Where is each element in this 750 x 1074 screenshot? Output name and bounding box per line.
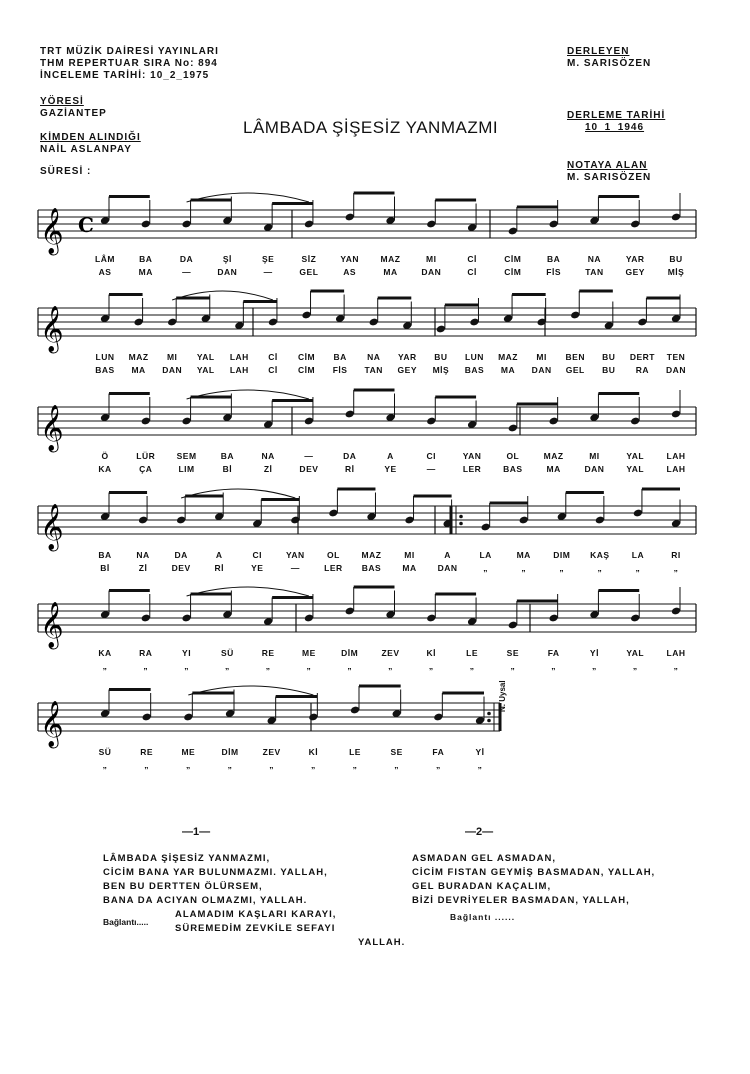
lyric-syllable-2: „ — [521, 563, 527, 573]
lyric-syllable: RE — [140, 747, 154, 757]
lyric-syllable-2: Cİ — [268, 365, 278, 375]
lyric-syllable-2: Rİ — [344, 464, 355, 474]
region: GAZİANTEP — [40, 108, 107, 119]
verse-1-line-2: CİCİM BANA YAR BULUNMAZMI. YALLAH, — [103, 867, 328, 878]
lyric-syllable: BA — [547, 254, 561, 264]
lyric-syllable-2: „ — [635, 563, 641, 573]
lyric-syllable: DA — [174, 550, 188, 560]
lyric-syllable-2: YE — [251, 563, 264, 573]
treble-clef: 𝄞 — [40, 701, 64, 747]
lyric-syllable: ŞE — [261, 254, 275, 264]
lyric-syllable-2: DAN — [666, 365, 686, 375]
lyric-syllable: NA — [587, 254, 602, 264]
lyric-syllable-2: BAS — [464, 365, 485, 375]
lyric-syllable-2: „ — [483, 563, 489, 573]
treble-clef: 𝄞 — [40, 306, 64, 352]
treble-clef: 𝄞 — [40, 504, 64, 550]
lyric-syllable: DİM — [221, 747, 239, 757]
lyric-syllable-2: RA — [635, 365, 650, 375]
bag-line-2: SÜREMEDİM ZEVKİLE SEFAYI — [175, 923, 336, 934]
lyric-syllable: ZEV — [381, 648, 400, 658]
verse-2-bag: Bağlantı ...... — [450, 912, 516, 922]
lyric-syllable-2: TAN — [585, 267, 604, 277]
verse-1-number: —1— — [182, 826, 211, 838]
lyric-syllable-2: „ — [352, 760, 358, 770]
lyric-syllable-2: „ — [184, 661, 189, 671]
lyric-syllable: YAN — [285, 550, 305, 560]
time-signature: C — [78, 213, 94, 237]
source-label: KİMDEN ALINDIĞI — [40, 132, 141, 143]
lyric-syllable-2: BU — [602, 365, 616, 375]
compiler-label: DERLEYEN — [567, 46, 630, 57]
lyric-syllable-2: DAN — [162, 365, 183, 375]
lyric-syllable: RA — [139, 648, 153, 658]
lyric-syllable-2: „ — [673, 563, 679, 573]
lyric-syllable: Ö — [101, 451, 109, 461]
lyric-syllable: KAŞ — [590, 550, 610, 560]
lyric-syllable-2: LER — [462, 464, 482, 474]
lyric-syllable: YAN — [340, 254, 360, 264]
lyric-syllable: ME — [181, 747, 196, 757]
lyric-syllable: MAZ — [543, 451, 564, 461]
lyric-syllable: YAL — [626, 648, 645, 658]
lyric-syllable: SE — [506, 648, 520, 658]
lyric-syllable-2: BAS — [95, 365, 115, 375]
lyric-syllable: LAH — [666, 648, 686, 658]
lyric-syllable-2: Bİ — [100, 563, 110, 573]
lyric-syllable-2: „ — [185, 760, 191, 770]
bag-end: YALLAH. — [358, 937, 406, 948]
lyric-syllable: BA — [98, 550, 112, 560]
lyric-syllable: LÜR — [136, 451, 156, 461]
lyric-syllable-2: „ — [632, 661, 638, 671]
lyric-syllable: YI — [182, 648, 192, 658]
lyric-syllable: MI — [536, 352, 547, 362]
lyric-syllable: BU — [602, 352, 616, 362]
lyric-syllable-2: LAH — [666, 464, 686, 474]
lyric-syllable-2: DAN — [217, 267, 238, 277]
lyric-syllable-2: DAN — [584, 464, 605, 474]
duration-label: SÜRESİ : — [40, 166, 92, 177]
lyric-syllable: MI — [589, 451, 600, 461]
lyric-syllable-2: „ — [388, 661, 393, 671]
lyric-syllable: DA — [343, 451, 357, 461]
lyric-syllable: RI — [671, 550, 681, 560]
lyric-syllable: MI — [426, 254, 437, 264]
lyric-syllable: LA — [631, 550, 645, 560]
lyric-syllable: CI — [252, 550, 263, 560]
lyric-syllable: YAR — [397, 352, 417, 362]
treble-clef: 𝄞 — [40, 602, 64, 648]
lyric-syllable: LA — [479, 550, 492, 560]
lyric-syllable-2: Cİ — [467, 267, 477, 277]
verse-1-line-4: BANA DA ACIYAN OLMAZMI, YALLAH. — [103, 895, 308, 906]
lyric-syllable: Cİ — [268, 352, 278, 362]
lyric-syllable: MAZ — [380, 254, 401, 264]
lyric-syllable: RE — [261, 648, 275, 658]
lyric-syllable-2: DEV — [171, 563, 191, 573]
lyric-syllable-2: „ — [102, 661, 108, 671]
bag-line-1: ALAMADIM KAŞLARI KARAYI, — [175, 909, 337, 920]
lyric-syllable-2: Zİ — [263, 464, 273, 474]
lyric-syllable-2: CİM — [297, 365, 316, 375]
lyric-syllable: MAZ — [498, 352, 519, 362]
lyric-syllable: NA — [367, 352, 381, 362]
lyric-syllable: SE — [390, 747, 403, 757]
verse-2-line-3: GEL BURADAN KAÇALIM, — [412, 881, 552, 892]
compile-date: 10_1_1946 — [585, 122, 645, 133]
lyric-syllable-2: GEL — [299, 267, 319, 277]
verse-2-line-1: ASMADAN GEL ASMADAN, — [412, 853, 557, 864]
lyric-syllable-2: MA — [546, 464, 561, 474]
region-label: YÖRESİ — [40, 96, 84, 107]
lyric-syllable-2: MA — [131, 365, 146, 375]
lyric-syllable-2: „ — [306, 661, 312, 671]
lyric-syllable-2: AS — [98, 267, 112, 277]
lyric-syllable-2: FİS — [546, 267, 562, 277]
treble-clef: 𝄞 — [40, 405, 64, 451]
verse-1-line-3: BEN BU DERTTEN ÖLÜRSEM, — [103, 881, 263, 892]
lyric-syllable: LÂM — [95, 254, 115, 264]
lyric-syllable-2: „ — [144, 760, 150, 770]
lyric-syllable-2: BAS — [503, 464, 523, 474]
lyric-syllable-2: „ — [597, 563, 603, 573]
lyric-syllable-2: „ — [592, 661, 597, 671]
lyric-syllable: MAZ — [128, 352, 149, 362]
verse-2-number: —2— — [465, 826, 494, 838]
lyric-syllable-2: DAN — [531, 365, 552, 375]
lyric-syllable-2: „ — [347, 661, 353, 671]
lyric-syllable-2: Rİ — [214, 563, 224, 573]
repeat-dot — [487, 719, 491, 723]
notation: M. SARISÖZEN — [567, 172, 652, 183]
repeat-dot — [459, 522, 463, 526]
lyric-syllable: BEN — [565, 352, 585, 362]
lyric-syllable: LUN — [464, 352, 484, 362]
lyric-syllable: CI — [426, 451, 437, 461]
verse-1-line-1: LÂMBADA ŞİŞESİZ YANMAZMI, — [103, 853, 271, 864]
lyric-syllable-2: CİM — [504, 267, 522, 277]
lyric-syllable: DERT — [629, 352, 655, 362]
lyric-syllable: MI — [166, 352, 178, 362]
lyric-syllable-2: Zİ — [138, 563, 148, 573]
review-date: İNCELEME TARİHİ: 10_2_1975 — [40, 70, 210, 81]
lyric-syllable-2: „ — [551, 661, 557, 671]
lyric-syllable: LAH — [666, 451, 686, 461]
lyric-syllable-2: — — [426, 464, 436, 474]
lyric-syllable: LE — [466, 648, 478, 658]
lyric-syllable-2: YAL — [626, 464, 645, 474]
lyric-syllable: TEN — [666, 352, 686, 362]
lyric-syllable-2: — — [182, 267, 192, 277]
lyric-syllable-2: Bİ — [222, 464, 233, 474]
verse-2-line-2: CİCİM FISTAN GEYMİŞ BASMADAN, YALLAH, — [412, 867, 656, 878]
lyric-syllable: MAZ — [361, 550, 382, 560]
lyric-syllable: OL — [506, 451, 520, 461]
lyric-syllable-2: — — [263, 267, 273, 277]
lyric-syllable: — — [304, 451, 314, 461]
lyric-syllable: SEM — [176, 451, 197, 461]
lyric-syllable-2: DAN — [437, 563, 458, 573]
lyric-syllable: SÜ — [98, 747, 112, 757]
lyric-syllable-2: BAS — [361, 563, 382, 573]
lyric-syllable-2: LAH — [229, 365, 249, 375]
lyric-syllable-2: „ — [510, 661, 516, 671]
lyric-syllable-2: AS — [343, 267, 357, 277]
lyric-syllable-2: GEY — [625, 267, 645, 277]
lyric-syllable: A — [387, 451, 394, 461]
lyric-syllable-2: „ — [469, 661, 475, 671]
lyric-syllable-2: YAL — [196, 365, 215, 375]
lyric-syllable: YAN — [462, 451, 482, 461]
verse-2-line-4: BİZİ DEVRİYELER BASMADAN, YALLAH, — [412, 895, 630, 906]
lyric-syllable: ME — [302, 648, 316, 658]
lyric-syllable: CİM — [297, 352, 316, 362]
lyric-syllable: DİM — [341, 648, 359, 658]
lyric-syllable-2: „ — [269, 760, 275, 770]
source: NAİL ASLANPAY — [40, 144, 132, 155]
lyric-syllable: BA — [220, 451, 234, 461]
publisher: TRT MÜZİK DAİRESİ YAYINLARI — [40, 46, 219, 57]
lyric-syllable-2: — — [290, 563, 300, 573]
treble-clef: 𝄞 — [40, 208, 64, 254]
lyric-syllable: YAR — [625, 254, 645, 264]
lyric-syllable: YAL — [626, 451, 645, 461]
lyric-syllable: BU — [434, 352, 448, 362]
lyric-syllable-2: MİŞ — [667, 267, 685, 277]
lyric-syllable-2: „ — [310, 760, 316, 770]
lyric-syllable-2: DEV — [299, 464, 319, 474]
lyric-syllable: MI — [404, 550, 415, 560]
lyric-syllable: LAH — [229, 352, 249, 362]
bag-label: Bağlantı..... — [103, 917, 149, 927]
lyric-syllable-2: MİŞ — [432, 365, 450, 375]
lyric-syllable-2: GEY — [397, 365, 418, 375]
lyric-syllable: Kİ — [308, 747, 319, 757]
lyric-syllable: Kİ — [426, 648, 437, 658]
lyric-syllable: BU — [669, 254, 683, 264]
lyric-syllable-2: MA — [138, 267, 153, 277]
lyric-syllable: NA — [136, 550, 150, 560]
lyric-syllable-2: „ — [102, 760, 108, 770]
lyric-syllable: NA — [261, 451, 275, 461]
lyric-syllable-2: DAN — [421, 267, 442, 277]
lyric-syllable: MA — [516, 550, 531, 560]
lyric-syllable: ZEV — [262, 747, 281, 757]
lyric-syllable: DA — [179, 254, 194, 264]
compile-date-label: DERLEME TARİHİ — [567, 110, 666, 121]
lyric-syllable-2: „ — [143, 661, 149, 671]
lyric-syllable-2: LIM — [178, 464, 195, 474]
repeat-dot — [487, 712, 491, 716]
lyric-syllable-2: MA — [500, 365, 516, 375]
lyric-syllable: BA — [333, 352, 347, 362]
lyric-syllable: SÜ — [220, 648, 234, 658]
notation-label: NOTAYA ALAN — [567, 160, 648, 171]
repeat-dot — [459, 515, 463, 519]
lyric-syllable-2: „ — [227, 760, 233, 770]
lyric-syllable-2: LER — [324, 563, 343, 573]
lyric-syllable-2: ÇA — [139, 464, 153, 474]
lyric-syllable-2: „ — [477, 760, 483, 770]
lyric-syllable: KA — [98, 648, 112, 658]
repertoire-number: THM REPERTUAR SIRA No: 894 — [40, 58, 218, 69]
lyric-syllable: OL — [326, 550, 340, 560]
lyric-syllable: Cİ — [467, 254, 477, 264]
lyric-syllable: SİZ — [301, 254, 317, 264]
lyric-syllable: CİM — [504, 254, 522, 264]
lyric-syllable-2: FİS — [332, 365, 348, 375]
lyric-syllable-2: „ — [559, 563, 565, 573]
copyist-signature: N. Uysal — [498, 680, 507, 712]
lyric-syllable-2: MA — [383, 267, 398, 277]
lyric-syllable-2: TAN — [364, 365, 383, 375]
lyric-syllable: YAL — [196, 352, 215, 362]
lyric-syllable-2: „ — [435, 760, 441, 770]
song-title: LÂMBADA ŞİŞESİZ YANMAZMI — [243, 118, 499, 137]
lyric-syllable: Yİ — [589, 648, 599, 658]
compiler: M. SARISÖZEN — [567, 58, 652, 69]
lyric-syllable: FA — [432, 747, 445, 757]
lyric-syllable: LUN — [95, 352, 115, 362]
lyric-syllable-2: „ — [224, 661, 230, 671]
lyric-syllable-2: „ — [428, 661, 434, 671]
lyric-syllable-2: KA — [98, 464, 112, 474]
lyric-syllable-2: YE — [384, 464, 397, 474]
lyric-syllable-2: „ — [265, 661, 271, 671]
lyric-syllable: A — [215, 550, 223, 560]
lyric-syllable-2: „ — [673, 661, 679, 671]
lyric-syllable: DIM — [553, 550, 571, 560]
lyric-syllable: LE — [349, 747, 361, 757]
lyric-syllable: A — [444, 550, 451, 560]
lyric-syllable: FA — [547, 648, 560, 658]
lyric-syllable-2: MA — [402, 563, 417, 573]
lyric-syllable-2: GEL — [565, 365, 585, 375]
lyric-syllable: BA — [139, 254, 153, 264]
lyric-syllable-2: „ — [394, 760, 400, 770]
lyric-syllable: Yİ — [475, 747, 485, 757]
lyric-syllable: Şİ — [222, 254, 232, 264]
